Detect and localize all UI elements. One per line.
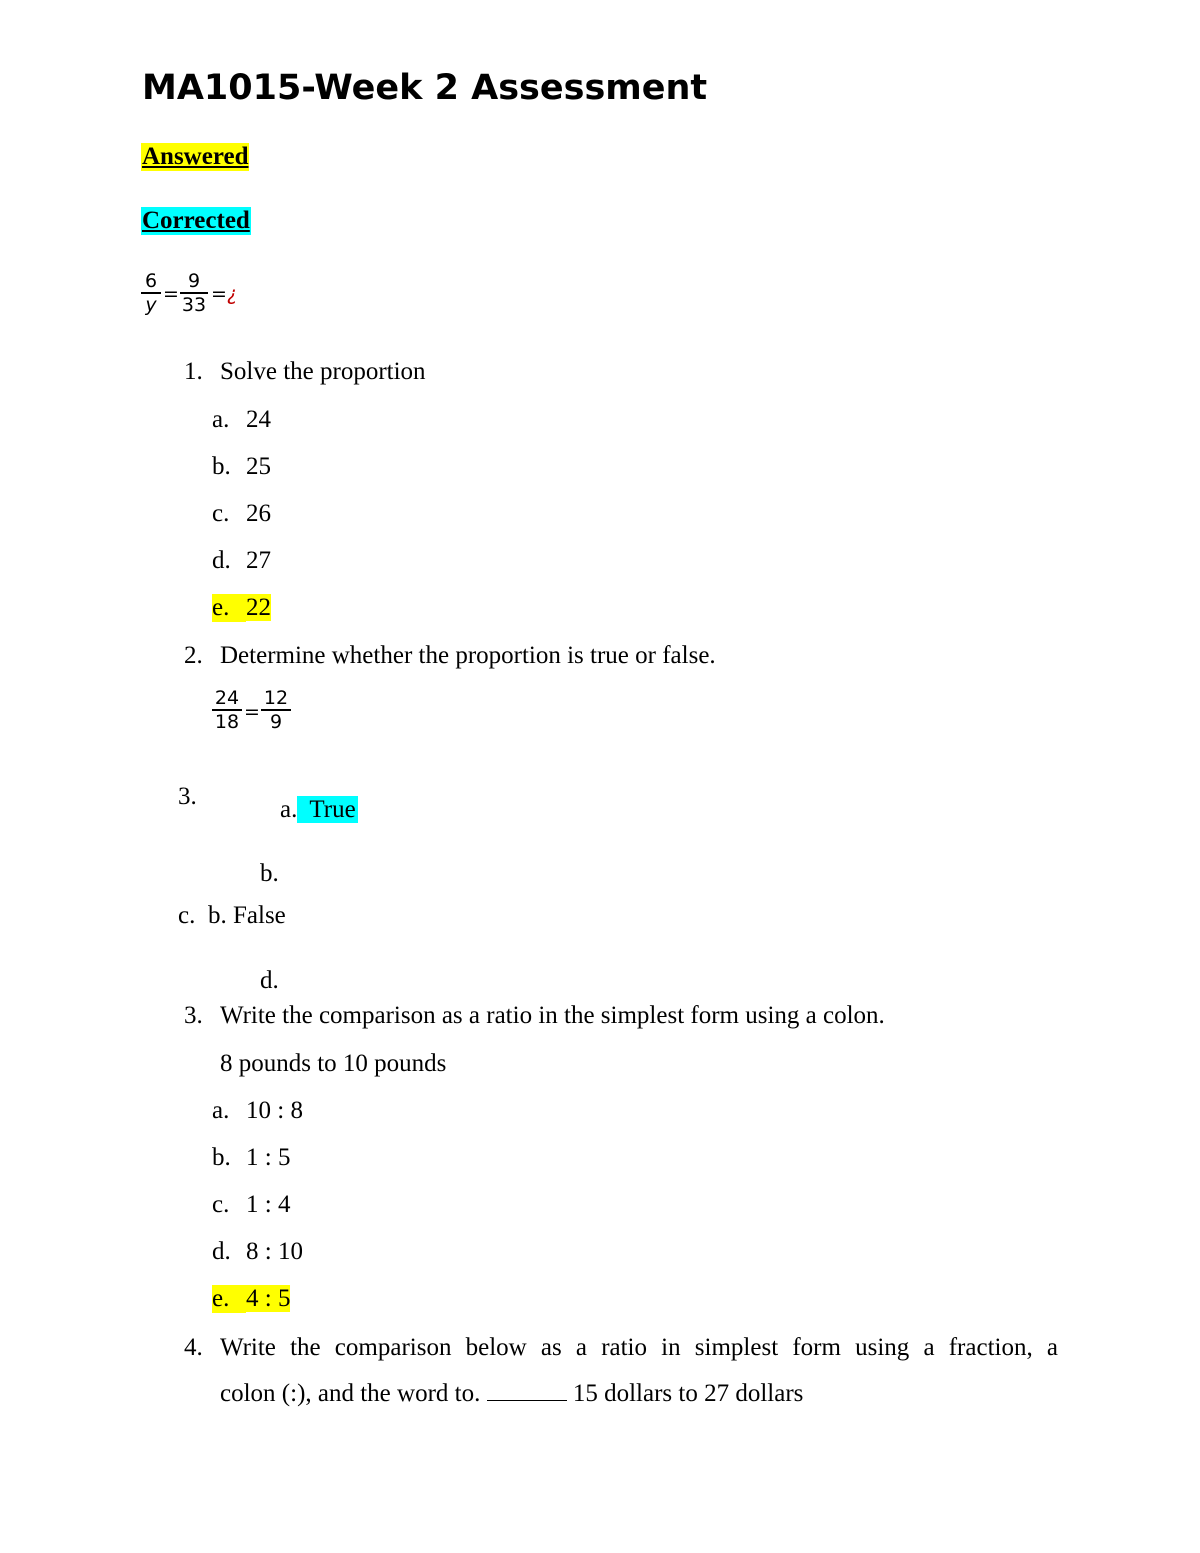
numerator: 24 — [212, 687, 242, 711]
q1-option-e — [212, 594, 271, 622]
question-4-line-2 — [220, 1380, 803, 1408]
numerator: 6 — [141, 270, 161, 294]
denominator: y — [145, 294, 157, 316]
equals-sign: = — [211, 283, 227, 305]
q3-option-e — [212, 1285, 290, 1313]
question-text: Solve the proportion — [220, 358, 426, 385]
option-letter: b. — [212, 453, 231, 480]
question-1 — [184, 358, 426, 386]
option-value: 1 : 5 — [246, 1144, 291, 1171]
q3-option-a — [212, 1097, 303, 1125]
fraction-12-over-9 — [261, 687, 291, 733]
question-number: 2. — [184, 642, 203, 669]
option-value-answered: 22 — [246, 594, 271, 621]
answered-legend: Answered — [142, 143, 249, 170]
option-letter: d. — [212, 1238, 231, 1265]
fraction-9-over-33 — [180, 270, 208, 316]
option-letter: a. — [280, 796, 298, 823]
option-letter: a. — [212, 1097, 230, 1124]
option-letter: c. — [212, 500, 230, 527]
q2-option-a — [280, 796, 358, 824]
option-letter: e. — [212, 594, 246, 622]
option-value: 26 — [246, 500, 271, 527]
question-text: Write the comparison as a ratio in the simplest form using a colon. — [220, 1002, 885, 1029]
q1-option-c — [212, 500, 271, 528]
question-text: Write the comparison below as a ratio in simplest form using a fraction, a — [220, 1334, 1058, 1361]
stray-number: 3. — [178, 783, 197, 810]
option-value: 1 : 4 — [246, 1191, 291, 1218]
denominator: 33 — [181, 294, 207, 316]
q3-option-d — [212, 1238, 303, 1266]
numerator: 12 — [261, 687, 291, 711]
question-number: 4. — [184, 1334, 203, 1361]
question-tail: 15 dollars to 27 dollars — [572, 1380, 804, 1407]
formula-result: ¿ — [227, 283, 238, 305]
denominator: 18 — [214, 711, 240, 733]
option-value: 27 — [246, 547, 271, 574]
option-value: 25 — [246, 453, 271, 480]
fraction-6-over-y — [141, 270, 161, 316]
q2-option-d: d. — [260, 967, 279, 994]
answer-blank[interactable] — [487, 1380, 567, 1401]
q3-option-b — [212, 1144, 290, 1172]
q1-option-a — [212, 406, 271, 434]
question-number: 3. — [184, 1002, 203, 1029]
question-2 — [184, 642, 716, 670]
q1-option-d — [212, 547, 271, 575]
option-letter: b. — [212, 1144, 231, 1171]
option-value: b. False — [208, 902, 286, 929]
denominator: 9 — [269, 711, 283, 733]
q2-option-c — [178, 902, 286, 930]
page-title: MA1015-Week 2 Assessment — [142, 68, 708, 108]
option-value: 10 : 8 — [246, 1097, 303, 1124]
option-value-answered: 4 : 5 — [246, 1285, 291, 1312]
q3-option-c — [212, 1191, 290, 1219]
corrected-legend: Corrected — [142, 207, 250, 234]
option-value: 24 — [246, 406, 271, 433]
question-4 — [184, 1334, 1058, 1362]
question-text-continued: colon (:), and the word to. — [220, 1380, 481, 1407]
option-letter: c. — [212, 1191, 230, 1218]
option-letter: c. — [178, 902, 196, 929]
option-letter: d. — [212, 547, 231, 574]
fraction-24-over-18 — [212, 687, 242, 733]
q2-option-b: b. — [260, 860, 279, 887]
numerator: 9 — [180, 270, 208, 294]
equals-sign: = — [163, 283, 179, 305]
question-subtext: 8 pounds to 10 pounds — [220, 1050, 447, 1077]
option-letter: e. — [212, 1285, 246, 1313]
q1-option-b — [212, 453, 271, 481]
option-value: 8 : 10 — [246, 1238, 303, 1265]
option-letter: a. — [212, 406, 230, 433]
question-3 — [184, 1002, 885, 1030]
question-number: 1. — [184, 358, 203, 385]
option-value-corrected: True — [297, 796, 357, 823]
equals-sign: = — [244, 701, 260, 723]
question-text: Determine whether the proportion is true or false. — [220, 642, 716, 669]
